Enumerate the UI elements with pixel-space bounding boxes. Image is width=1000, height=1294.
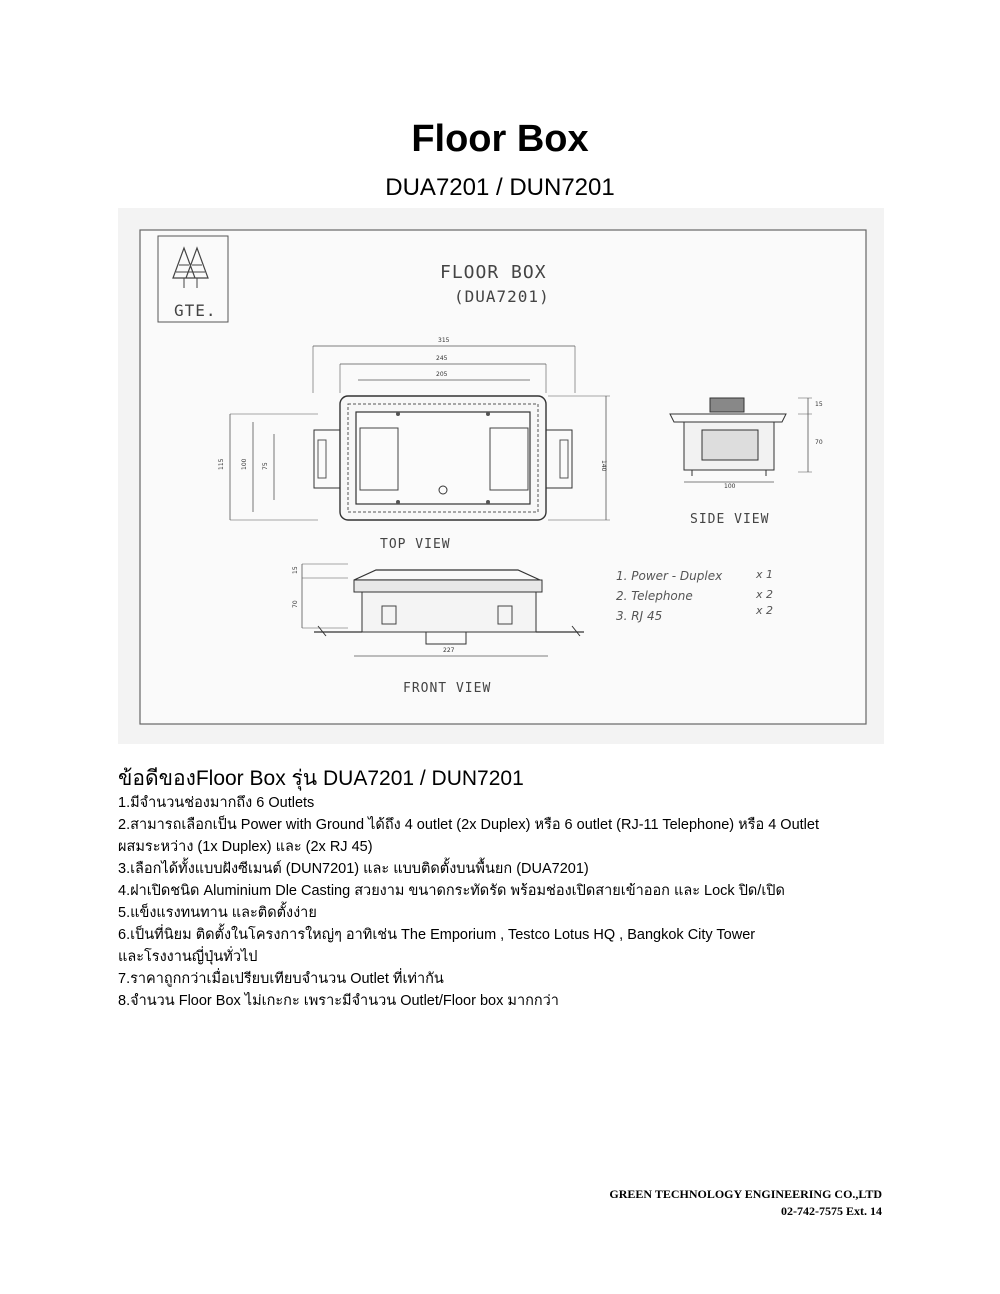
- note-1-qty: x 1: [756, 568, 774, 581]
- company-footer: [609, 1186, 882, 1220]
- drawing-title-line2: (DUA7201): [454, 287, 550, 306]
- company-phone: 02-742-7575 Ext. 14: [781, 1204, 882, 1218]
- front-view-label: FRONT VIEW: [403, 681, 492, 696]
- page-subtitle: DUA7201 / DUN7201: [385, 174, 615, 201]
- features-heading: ข้อดีของFloor Box รุ่น DUA7201 / DUN7201: [118, 767, 524, 790]
- feature-item: และโรงงานญี่ปุ่นทั่วไป: [118, 949, 258, 965]
- side-dim-100: 100: [724, 483, 736, 490]
- dim-75: 75: [262, 462, 269, 470]
- logo-text: GTE.: [174, 301, 217, 320]
- side-view-label: SIDE VIEW: [690, 512, 770, 527]
- feature-item: 3.เลือกได้ทั้งแบบฝังซีเมนต์ (DUN7201) และ แบบติดตั้งบนพื้นยก (DUA7201): [118, 861, 589, 877]
- dim-245: 245: [436, 355, 448, 362]
- feature-item: 2.สามารถเลือกเป็น Power with Ground ได้ถึง 4 outlet (2x Duplex) หรือ 6 outlet (RJ-11 Telephone) หรือ 4 Outlet: [118, 817, 819, 833]
- feature-item: 5.แข็งแรงทนทาน และติดตั้งง่าย: [118, 905, 317, 921]
- page-title: Floor Box: [411, 118, 589, 160]
- note-2-qty: x 2: [756, 588, 774, 601]
- feature-item: ผสมระหว่าง (1x Duplex) และ (2x RJ 45): [118, 839, 373, 855]
- feature-item: 4.ฝาเปิดชนิด Aluminium Dle Casting สวยงาม ขนาดกระทัดรัด พร้อมช่องเปิดสายเข้าออก และ Lock ปิด/เปิด: [118, 883, 785, 899]
- company-name: GREEN TECHNOLOGY ENGINEERING CO.,LTD: [609, 1187, 882, 1201]
- features-list: [118, 792, 888, 1012]
- front-dim-15: 15: [292, 566, 299, 574]
- feature-item: 7.ราคาถูกกว่าเมื่อเปรียบเทียบจำนวน Outlet ที่เท่ากัน: [118, 971, 444, 987]
- technical-drawing: [118, 208, 884, 744]
- top-view-label: TOP VIEW: [380, 537, 451, 552]
- feature-item: 8.จำนวน Floor Box ไม่เกะกะ เพราะมีจำนวน Outlet/Floor box มากกว่า: [118, 993, 559, 1009]
- front-dim-227: 227: [443, 647, 455, 654]
- feature-item: 1.มีจำนวนช่องมากถึง 6 Outlets: [118, 795, 315, 811]
- side-dim-70: 70: [815, 439, 823, 446]
- drawing-title-line1: FLOOR BOX: [440, 262, 547, 283]
- dim-315: 315: [438, 337, 450, 344]
- dim-115: 115: [218, 458, 225, 470]
- note-1: 1. Power - Duplex: [616, 569, 723, 583]
- note-3-qty: x 2: [756, 604, 774, 617]
- dim-140: 140: [600, 460, 607, 472]
- dim-100: 100: [241, 458, 248, 470]
- note-2: 2. Telephone: [616, 589, 693, 603]
- note-3: 3. RJ 45: [616, 609, 663, 623]
- side-dim-15: 15: [815, 401, 823, 408]
- feature-item: 6.เป็นที่นิยม ติดตั้งในโครงการใหญ่ๆ อาทิเช่น The Emporium , Testco Lotus HQ , Bangkok City Tower: [118, 927, 756, 943]
- dim-205: 205: [436, 371, 448, 378]
- front-dim-70: 70: [292, 600, 299, 608]
